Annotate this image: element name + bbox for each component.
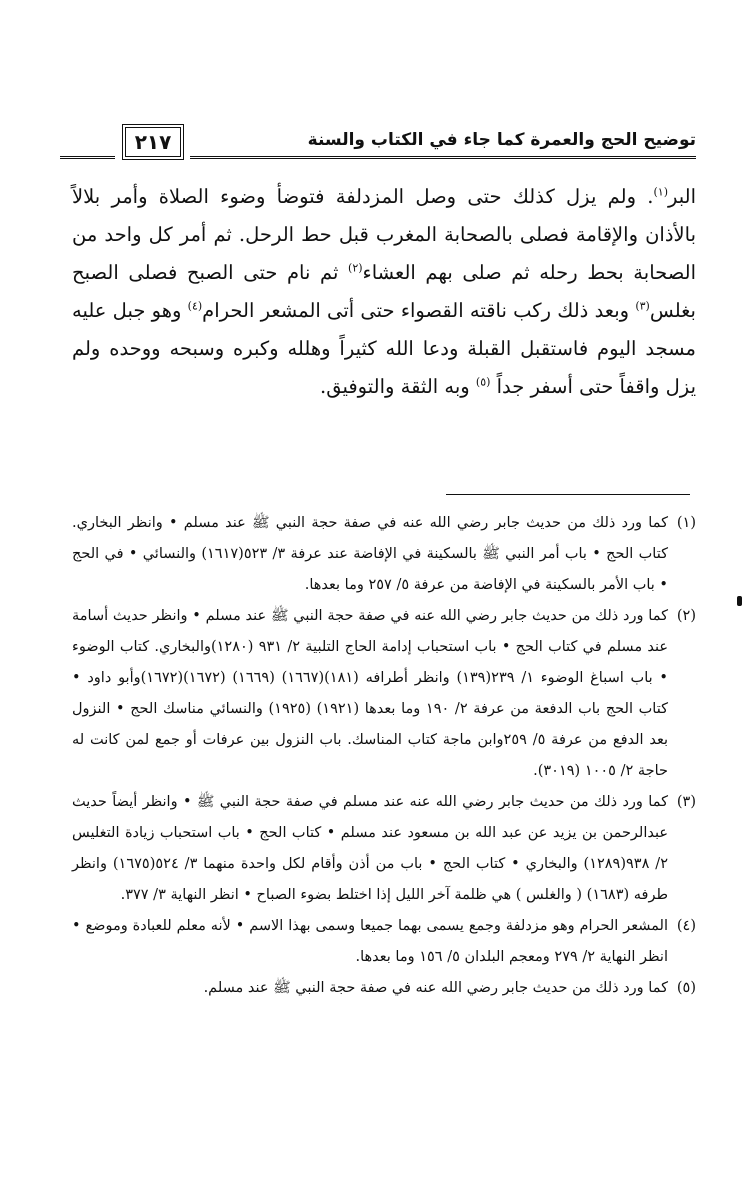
footnote-text: كما ورد ذلك من حديث جابر رضي الله عنه في صفة حجة النبي ﷺ عند مسلم. bbox=[203, 980, 668, 996]
main-paragraph bbox=[72, 178, 696, 406]
footnote-ref: (٢) bbox=[348, 261, 363, 275]
footnote-number: (٥) bbox=[676, 980, 696, 996]
footnote-text: كما ورد ذلك من حديث جابر رضي الله عنه في صفة حجة النبي ﷺ عند مسلم • وانظر حديث أسامة عند مسلم في كتاب الحج • باب استحباب إدامة الحاج التلبية ٢/ ٩٣١ (١٢٨٠)والبخاري. كتاب الوضوء • باب اسباغ الوضوء ١/ ٢٣٩(١٣٩) وانظر أطرافه (١٨١)(١٦٦٧) (١٦٦٩) (١٦٧٢)(١٦٧٢)وأبو داود • كتاب الحج باب الدفعة من عرفة ٢/ ١٩٠ وما بعدها (١٩٢١) (١٩٢٥) والنسائي مناسك الحج • النزول بعد الدفع من عرفة ٥/ ٢٥٩وابن ماجة كتاب المناسك. باب النزول بين عرفات أو جمع لمن كانت له حاجة ٢/ ١٠٠٥ (٣٠١٩). bbox=[72, 608, 668, 779]
footnote bbox=[72, 911, 696, 973]
page-number: ٢١٧ bbox=[122, 124, 184, 160]
text-segment: وهو جبل عليه مسجد اليوم فاستقبل القبلة ودعا الله كثيراً وهلله وكبره وسبحه ووحده ولم يزل واقفاً حتى أسفر جداً bbox=[72, 299, 696, 398]
footnote-number: (٣) bbox=[676, 794, 696, 810]
footnote-number: (١) bbox=[676, 515, 696, 531]
footnote-number: (٤) bbox=[676, 918, 696, 934]
footnote-text: كما ورد ذلك من حديث جابر رضي الله عنه في صفة حجة النبي ﷺ عند مسلم • وانظر البخاري. كتاب الحج • باب أمر النبي ﷺ بالسكينة في الإفاضة عند عرفة ٣/ ٥٢٣(١٦١٧) والنسائي • في الحج • باب الأمر بالسكينة في الإفاضة من عرفة ٥/ ٢٥٧ وما بعدها. bbox=[72, 515, 668, 593]
text-segment: وبه الثقة والتوفيق. bbox=[320, 375, 470, 398]
text-segment: البر bbox=[667, 185, 696, 208]
footnote-text: المشعر الحرام وهو مزدلفة وجمع يسمى بهما جميعا وسمى بهذا الاسم • لأنه معلم للعبادة وموضع • انظر النهاية ٢/ ٢٧٩ ومعجم البلدان ٥/ ١٥٦ وما بعدها. bbox=[72, 918, 668, 965]
footnote bbox=[72, 787, 696, 911]
footnote bbox=[72, 601, 696, 787]
footnote-separator bbox=[446, 494, 690, 495]
text-segment: . ولم يزل كذلك حتى وصل المزدلفة فتوضأ وضوء الصلاة وأمر بلالاً بالأذان والإقامة فصلى بالصحابة المغرب قبل حط الرحل. ثم أمر كل واحد من الصحابة بحط رحله ثم صلى بهم العشاء bbox=[72, 185, 696, 284]
footnote-ref: (٤) bbox=[187, 299, 203, 313]
running-title: توضيح الحج والعمرة كما جاء في الكتاب والسنة bbox=[307, 130, 696, 150]
footnotes bbox=[72, 508, 696, 1004]
header-rule bbox=[190, 156, 696, 159]
footnote bbox=[72, 508, 696, 601]
footnote bbox=[72, 973, 696, 1004]
page-header bbox=[60, 112, 696, 172]
footnote-text: كما ورد ذلك من حديث جابر رضي الله عنه عند مسلم في صفة حجة النبي ﷺ • وانظر أيضاً حديث عبدالرحمن بن يزيد عن عبد الله بن مسعود عند مسلم • كتاب الحج • باب استحباب زيادة التغليس ٢/ ٩٣٨(١٢٨٩) والبخاري • كتاب الحج • باب من أذن وأقام لكل واحدة منهما ٣/ ٥٢٤(١٦٧٥) وانظر طرفه (١٦٨٣) ( والغلس ) هي ظلمة آخر الليل إذا اختلط بضوء الصباح • انظر النهاية ٣/ ٣٧٧. bbox=[72, 794, 668, 903]
footnote-ref: (٥) bbox=[475, 375, 491, 389]
text-segment: ثم نام حتى الصبح فصلى الصبح بغلس bbox=[72, 261, 696, 322]
main-text bbox=[72, 178, 696, 406]
scan-mark bbox=[737, 596, 742, 606]
footnote-ref: (١) bbox=[653, 185, 668, 199]
footnote-number: (٢) bbox=[676, 608, 696, 624]
footnote-ref: (٣) bbox=[635, 299, 650, 313]
text-segment: وبعد ذلك ركب ناقته القصواء حتى أتى المشعر الحرام bbox=[202, 299, 630, 322]
header-rule-short bbox=[60, 156, 115, 159]
